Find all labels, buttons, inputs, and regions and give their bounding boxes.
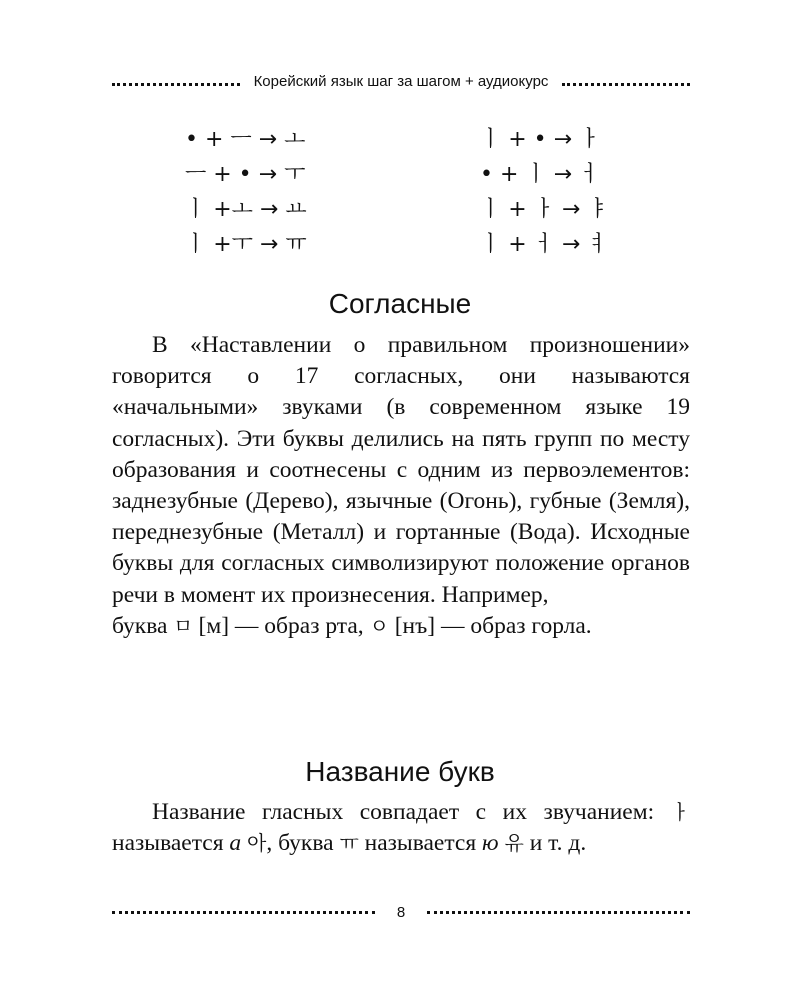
- letter-names-text: Название гласных совпадает с их звучанием: ㅏ называется а 아, буква ㅠ называется ю 유 и т. д.: [112, 799, 690, 857]
- consonants-paragraph: [112, 330, 690, 642]
- formula-left-1: • + ㅡ → ㅗ: [185, 127, 306, 152]
- page-number: 8: [396, 904, 406, 921]
- formula-right-1: ㅣ + • → ㅏ: [480, 127, 601, 152]
- hangul-yu: ㅠ: [339, 831, 359, 856]
- hangul-ng: ㅇ: [369, 613, 389, 638]
- formula-left-3: ㅣ +ㅗ → ㅛ: [185, 197, 307, 222]
- formula-right-3: ㅣ + ㅏ → ㅑ: [480, 197, 609, 222]
- formula-right-4: ㅣ + ㅓ → ㅕ: [480, 232, 609, 257]
- footer-dots-left: [112, 911, 375, 914]
- header-dots-left: [112, 83, 240, 86]
- consonants-text: В «Наставлении о правильном произношении» говорится о 17 согласных, они называются «начальными» звуками (в современном языке 19 согласных). Эти буквы делились на пять групп по месту образования и соотнесены с одним из первоэлементов: заднезубные (Дерево), язычные (Огонь), губные (Земля), переднезубные (Металл) и гортанные (Вода). Исходные буквы для согласных символизируют положение органов речи в момент их произнесения. Например,: [112, 332, 690, 608]
- header-dots-right: [562, 83, 690, 86]
- hangul-a: ㅏ: [670, 800, 690, 824]
- formula-left-2: ㅡ + • → ㅜ: [185, 162, 306, 187]
- heading-consonants: Согласные: [328, 288, 472, 319]
- hangul-m: ㅁ: [173, 613, 193, 638]
- header-title: Корейский язык шаг за шагом + аудиокурс: [253, 73, 549, 90]
- formula-left-4: ㅣ +ㅜ → ㅠ: [185, 232, 307, 257]
- letter-names-paragraph: [112, 797, 690, 859]
- consonants-example: буква ㅁ [м] — образ рта, ㅇ [нъ] — образ горла.: [112, 612, 592, 639]
- heading-letter-names: Название букв: [305, 756, 495, 787]
- footer-dots-right: [427, 911, 690, 914]
- page-footer: [112, 904, 690, 921]
- formula-right-2: • + ㅣ → ㅓ: [480, 162, 601, 187]
- running-header: [112, 64, 690, 90]
